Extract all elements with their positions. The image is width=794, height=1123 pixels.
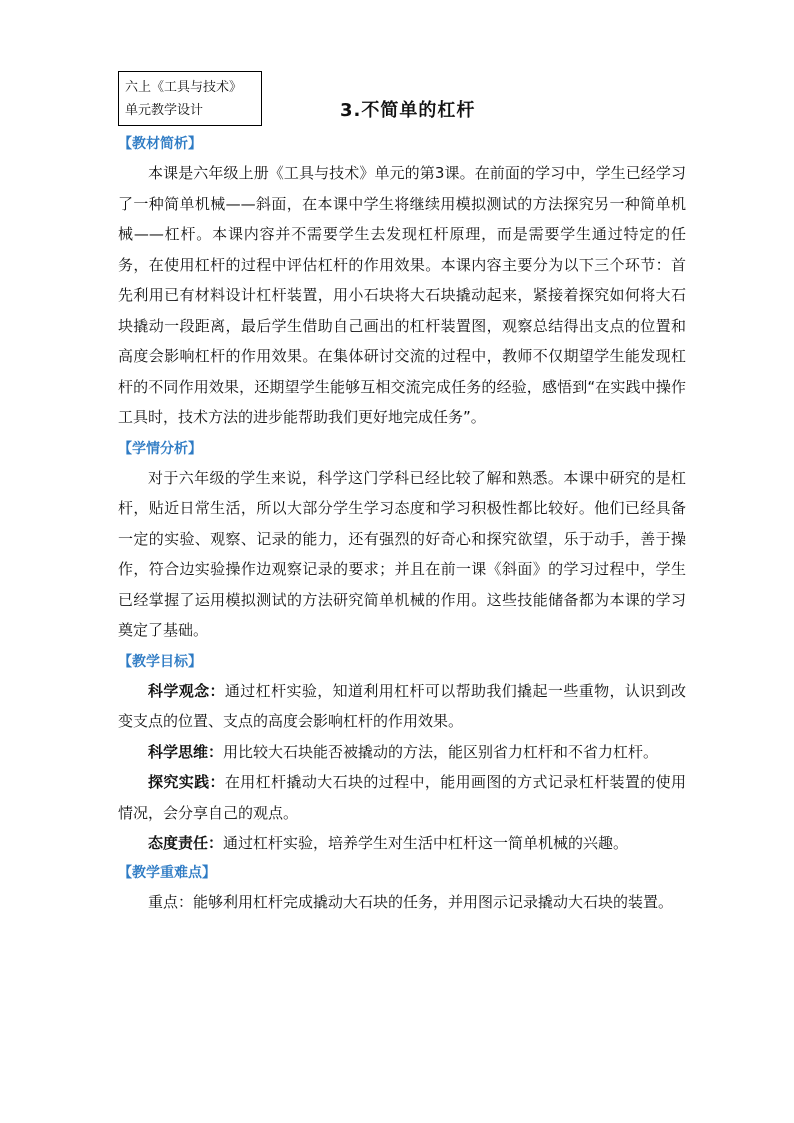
goal-scientific-thinking — [118, 737, 686, 768]
goal-inquiry-practice — [118, 767, 686, 828]
document-body — [118, 130, 686, 917]
goal-scientific-concept — [118, 676, 686, 737]
goal-attitude-responsibility — [118, 828, 686, 859]
unit-label-line1: 六上《工具与技术》 — [125, 80, 243, 95]
paragraph-key-points: 重点：能够利用杠杆完成撬动大石块的任务，并用图示记录撬动大石块的装置。 — [148, 892, 674, 911]
heading-learner-analysis: 【学情分析】 — [118, 440, 202, 457]
goal-text: 在用杠杆撬动大石块的过程中，能用画图的方式记录杠杆装置的使用情况，会分享自己的观点。 — [118, 773, 686, 822]
unit-label-box — [118, 71, 262, 126]
goal-text: 通过杠杆实验，培养学生对生活中杠杆这一简单机械的兴趣。 — [223, 834, 629, 852]
heading-teaching-goals: 【教学目标】 — [118, 653, 202, 670]
unit-label-line2: 单元教学设计 — [125, 103, 204, 118]
goal-text: 用比较大石块能否被撬动的方法，能区别省力杠杆和不省力杠杆。 — [223, 742, 659, 761]
goal-label: 科学观念： — [148, 681, 225, 700]
goal-label: 态度责任： — [148, 834, 224, 852]
lesson-title: 3.不简单的杠杆 — [340, 100, 476, 121]
paragraph-learner-analysis: 对于六年级的学生来说，科学这门学科已经比较了解和熟悉。本课中研究的是杠杆，贴近日常生活，所以大部分学生学习态度和学习积极性都比较好。他们已经具备一定的实验、观察、记录的能力，还有强烈的好奇心和探究欲望，乐于动手，善于操作，符合边实验操作边观察记录的要求；并且在前一课《斜面》的学习过程中，学生已经掌握了运用模拟测试的方法研究简单机械的作用。这些技能储备都为本课的学习奠定了基础。 — [118, 468, 686, 639]
heading-textbook-analysis: 【教材简析】 — [118, 136, 202, 152]
goal-label: 科学思维： — [148, 742, 224, 761]
goal-label: 探究实践： — [148, 773, 225, 791]
heading-key-points: 【教学重难点】 — [118, 864, 216, 881]
paragraph-textbook-analysis: 本课是六年级上册《工具与技术》单元的第3课。在前面的学习中，学生已经学习了一种简单机械——斜面，在本课中学生将继续用模拟测试的方法探究另一种简单机械——杠杆。本课内容并不需要学生去发现杠杆原理，而是需要学生通过特定的任务，在使用杠杆的过程中评估杠杆的作用效果。本课内容主要分为以下三个环节：首先利用已有材料设计杠杆装置，用小石块将大石块撬动起来，紧接着探究如何将大石块撬动一段距离，最后学生借助自己画出的杠杆装置图，观察总结得出支点的位置和高度会影响杠杆的作用效果。在集体研讨交流的过程中，教师不仅期望学生能发现杠杆的不同作用效果，还期望学生能够互相交流完成任务的经验，感悟到“在实践中操作工具时，技术方法的进步能帮助我们更好地完成任务”。 — [118, 164, 686, 426]
goal-text: 通过杠杆实验，知道利用杠杆可以帮助我们撬起一些重物，认识到改变支点的位置、支点的高度会影响杠杆的作用效果。 — [118, 681, 686, 730]
